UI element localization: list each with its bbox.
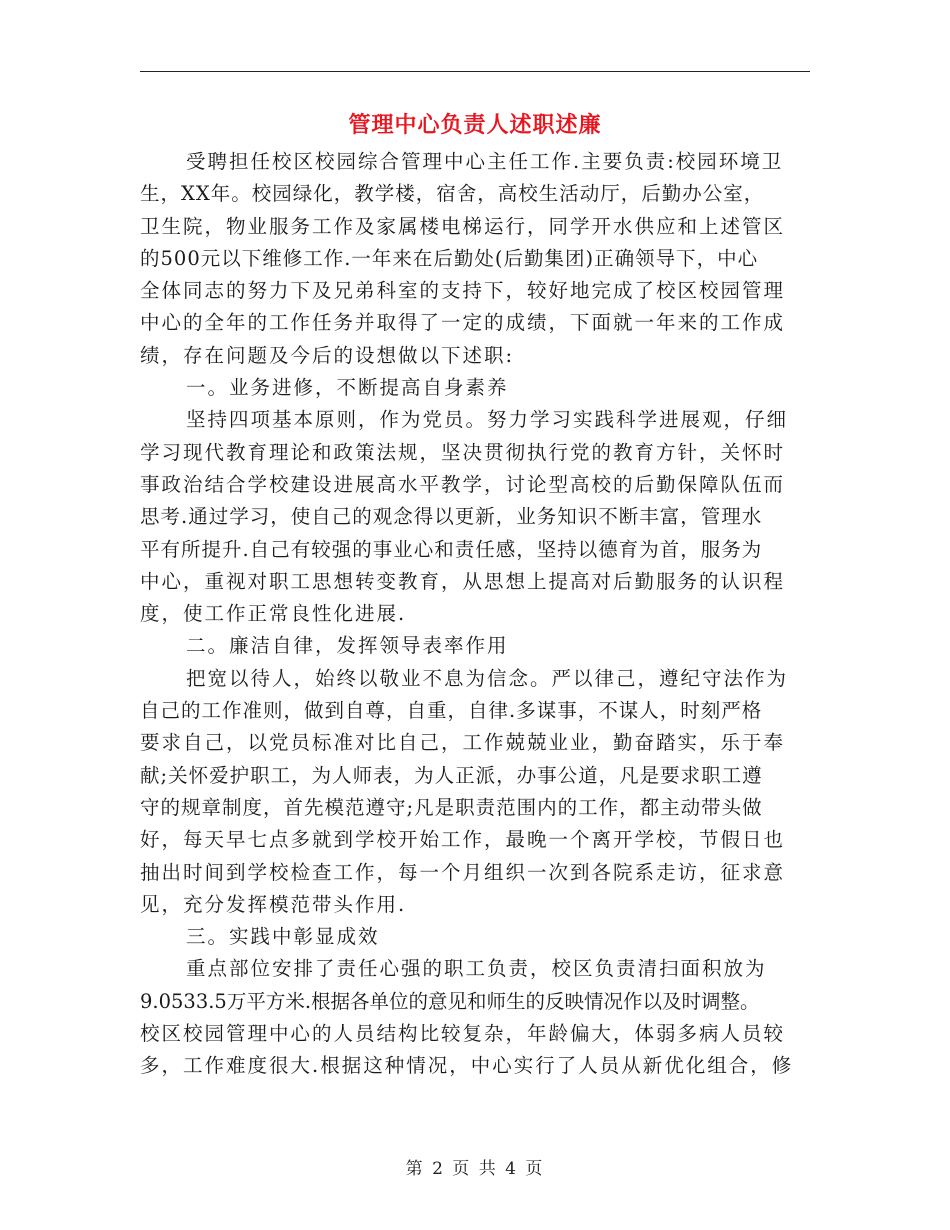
paragraph-line: 思考.通过学习，使自己的观念得以更新，业务知识不断丰富，管理水 <box>140 505 763 529</box>
section-heading: 三。实践中彰显成效 <box>186 925 380 949</box>
document-title: 管理中心负责人述职述廉 <box>348 113 602 138</box>
paragraph-line: 要求自己，以党员标准对比自己，工作兢兢业业，勤奋踏实，乐于奉 <box>140 731 786 755</box>
paragraph-line: 重点部位安排了责任心强的职工负责，校区负责清扫面积放为 <box>186 957 767 981</box>
paragraph-line: 自己的工作准则，做到自尊，自重，自律.多谋事，不谋人，时刻严格 <box>140 699 763 723</box>
paragraph-line: 把宽以待人，始终以敬业不息为信念。严以律己，遵纪守法作为 <box>186 666 789 690</box>
paragraph-line: 9.0533.5万平方米.根据各单位的意见和师生的反映情况作以及时调整。 <box>140 989 760 1013</box>
paragraph-line: 全体同志的努力下及兄弟科室的支持下，较好地完成了校区校园管理 <box>140 279 786 303</box>
document-body <box>140 146 815 1083</box>
paragraph-line: 守的规章制度，首先模范遵守;凡是职责范围内的工作，都主动带头做 <box>140 795 763 819</box>
page-footer: 第 2 页 共 4 页 <box>405 1159 545 1179</box>
paragraph-line: 度，使工作正常良性化进展. <box>140 602 407 626</box>
paragraph-line: 好，每天早七点多就到学校开始工作，最晚一个离开学校，节假日也 <box>140 828 786 852</box>
header-rule <box>140 71 810 72</box>
paragraph-line: 坚持四项基本原则，作为党员。努力学习实践科学进展观，仔细 <box>186 408 789 432</box>
section-heading: 二。廉洁自律，发挥领导表率作用 <box>186 634 509 658</box>
paragraph-line: 中心，重视对职工思想转变教育，从思想上提高对后勤服务的认识程 <box>140 569 786 593</box>
paragraph-line: 学习现代教育理论和政策法规，坚决贯彻执行党的教育方针，关怀时 <box>140 440 786 464</box>
paragraph-line: 绩，存在问题及今后的设想做以下述职: <box>140 343 515 367</box>
paragraph-line: 献;关怀爱护职工，为人师表，为人正派，办事公道，凡是要求职工遵 <box>140 763 763 787</box>
paragraph-line: 卫生院，物业服务工作及家属楼电梯运行，同学开水供应和上述管区 <box>140 214 786 238</box>
paragraph-line: 的500元以下维修工作.一年来在后勤处(后勤集团)正确领导下，中心 <box>140 246 759 270</box>
paragraph-line: 平有所提升.自己有较强的事业心和责任感，坚持以德育为首，服务为 <box>140 537 763 561</box>
paragraph-line: 受聘担任校区校园综合管理中心主任工作.主要负责:校园环境卫 <box>186 150 784 173</box>
section-heading: 一。业务进修，不断提高自身素养 <box>186 376 509 400</box>
paragraph-line: 生，XX年。校园绿化，教学楼，宿舍，高校生活动厅，后勤办公室， <box>140 182 765 206</box>
paragraph-line: 多，工作难度很大.根据这种情况，中心实行了人员从新优化组合，修 <box>140 1054 794 1078</box>
paragraph-line: 校区校园管理中心的人员结构比较复杂，年龄偏大，体弱多病人员较 <box>140 1022 786 1046</box>
paragraph-line: 见，充分发挥模范带头作用. <box>140 892 407 916</box>
paragraph-line: 中心的全年的工作任务并取得了一定的成绩，下面就一年来的工作成 <box>140 311 786 335</box>
paragraph-line: 抽出时间到学校检查工作，每一个月组织一次到各院系走访，征求意 <box>140 860 786 884</box>
paragraph-line: 事政治结合学校建设进展高水平教学，讨论型高校的后勤保障队伍而 <box>140 472 786 496</box>
